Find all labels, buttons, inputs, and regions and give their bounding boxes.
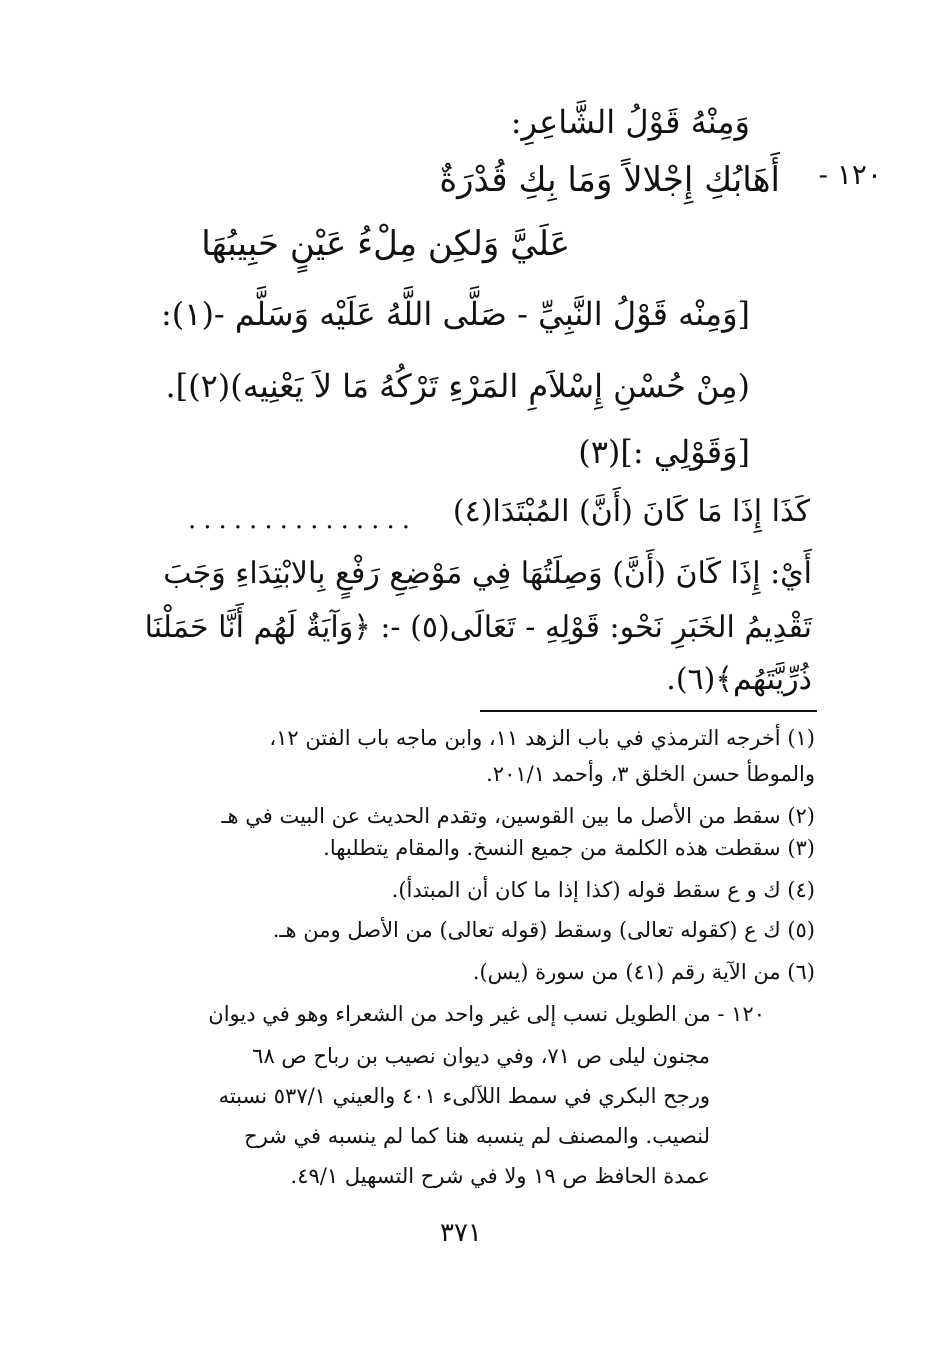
verse-first-half: أَهَابُكِ إِجْلالاً وَمَا بِكِ قُدْرَةٌ (439, 160, 780, 200)
footnote-separator (480, 710, 817, 712)
hadith-text-line: (مِنْ حُسْنِ إِسْلاَمِ المَرْءِ تَرْكُهُ مَا لاَ يَعْنِيه)(٢)]. (165, 367, 750, 405)
hadith-intro-line: [وَمِنْه قَوْلُ النَّبِيِّ - صَلَّى اللَّهُ عَلَيْه وَسَلَّم -(١): (160, 295, 750, 333)
footnote-3: (٣) سقطت هذه الكلمة من جميع النسخ. والمقام يتطلبها. (323, 836, 815, 860)
explanation-line-2: تَقْدِيمُ الخَبَرِ نَحْو: قَوْلِهِ - تَعَالَى(٥) -: ﴿وَآيَةٌ لَهُم أَنَّا حَمَلْنَا (144, 610, 812, 645)
verse-second-half: عَلَيَّ وَلكِن مِلْءُ عَيْنٍ حَبِيبُهَا (201, 224, 570, 264)
verse-note-line-4: لنصيب. والمصنف لم ينسبه هنا كما لم ينسبه في شرح (244, 1124, 710, 1148)
ellipsis-dots: ............... (188, 510, 417, 530)
footnote-1-line-2: والموطأ حسن الخلق ٣، وأحمد ٢٠١/١. (486, 762, 815, 786)
verse-note-line-3: ورجح البكري في سمط اللآلىء ٤٠١ والعيني ٥٣٧/١ نسبته (218, 1084, 710, 1108)
and-my-saying-line: [وَقَوْلِي :](٣) (578, 433, 750, 471)
footnote-1-line-1: (١) أخرجه الترمذي في باب الزهد ١١، وابن ماجه باب الفتن ١٢، (269, 726, 815, 750)
verse-number: ١٢٠ - (818, 158, 882, 191)
footnote-6: (٦) من الآية رقم (٤١) من سورة (يس). (472, 960, 815, 984)
footnote-5: (٥) ك ع (كقوله تعالى) وسقط (قوله تعالى) من الأصل ومن هـ. (272, 918, 815, 942)
verse-note-line-5: عمدة الحافظ ص ١٩ ولا في شرح التسهيل ٤٩/١. (290, 1164, 710, 1188)
verse-note-line-1: ١٢٠ - من الطويل نسب إلى غير واحد من الشعراء وهو في ديوان (208, 1002, 765, 1026)
footnote-4: (٤) ك و ع سقط قوله (كذا إذا ما كان أن المبتدأ). (391, 878, 815, 902)
poem-half-verse: كَذَا إِذَا مَا كَانَ (أَنَّ) المُبْتَدَا(٤) (452, 494, 810, 529)
page-number: ٣٧١ (440, 1218, 482, 1248)
intro-line: وَمِنْهُ قَوْلُ الشَّاعِرِ: (510, 103, 750, 141)
explanation-line-1: أَيْ: إِذَا كَانَ (أَنَّ) وَصِلَتُهَا فِي مَوْضِعِ رَفْعٍ بِالابْتِدَاءِ وَجَبَ (163, 556, 812, 591)
verse-note-line-2: مجنون ليلى ص ٧١، وفي ديوان نصيب بن رباح ص ٦٨ (252, 1044, 710, 1068)
explanation-line-3: ذُرِّيَّتَهُم﴾(٦). (666, 662, 812, 697)
footnote-2: (٢) سقط من الأصل ما بين القوسين، وتقدم الحديث عن البيت في هـ (221, 804, 815, 828)
